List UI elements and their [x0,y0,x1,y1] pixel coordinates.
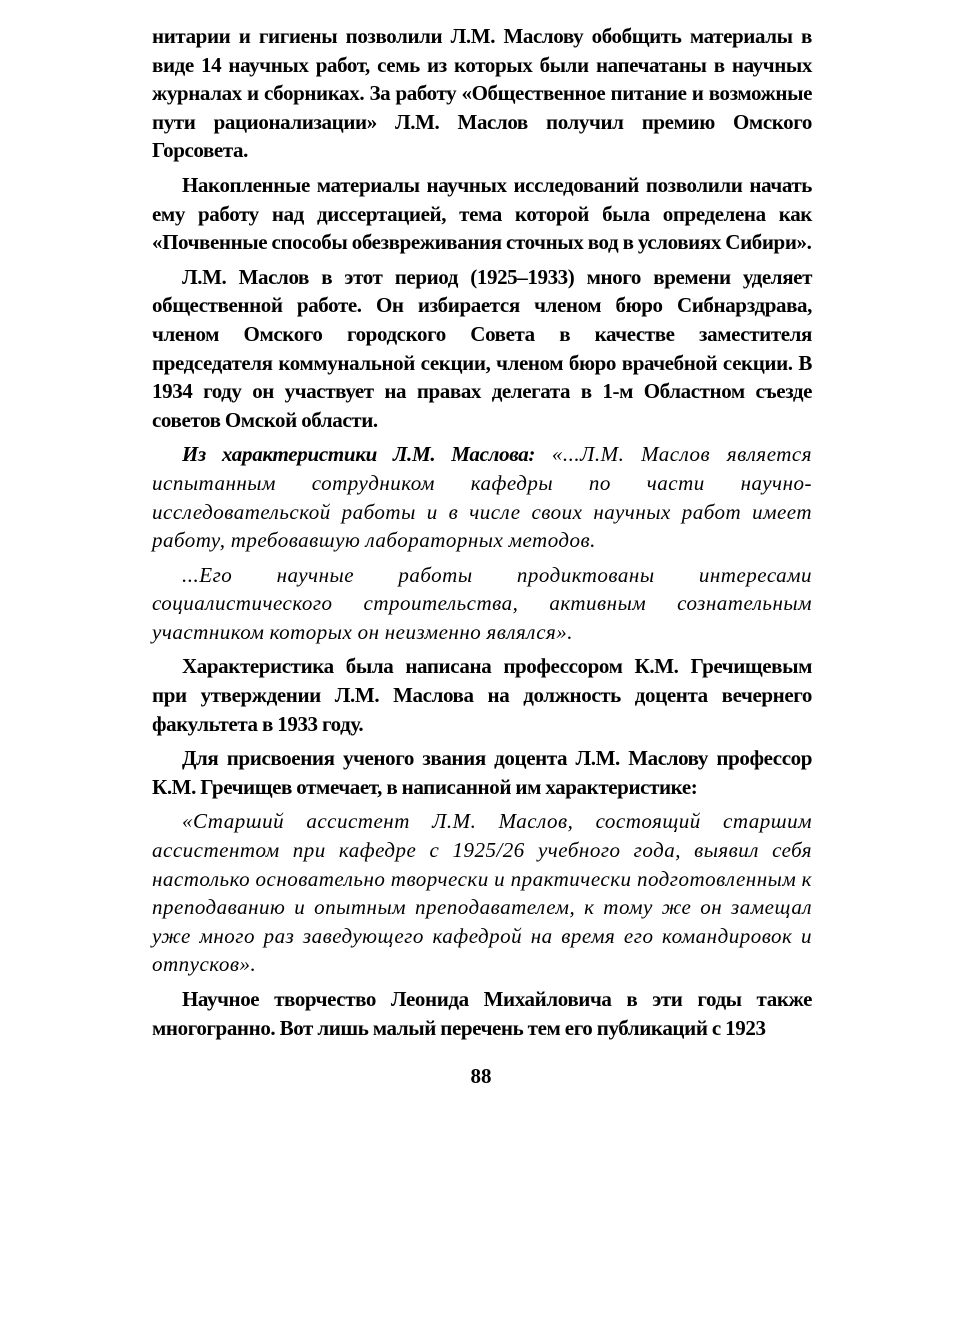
page-number: 88 [470,1064,492,1088]
second-quote: «Старший ассистент Л.М. Маслов, состоящий старшим ассистентом при кафедре с 1925/26 учебного года, выявил себя настолько основательно творчески и практически подготовленным к преподаванию и опытным преподавателем, к тому же он замещал уже много раз заведующего кафедрой на время его командировок и отпусков». [152,809,812,977]
paragraph-1: нитарии и гигиены позволили Л.М. Маслову обобщить материалы в виде 14 научных работ, семь из которых были напечатаны в научных журналах и сборниках. За работу «Общественное питание и возможные пути рационализации» Л.М. Маслов получил премию Омского Горсовета. [152,24,812,163]
paragraph-closing: Научное творчество Леонида Михайловича в эти годы также многогранно. Вот лишь малый перечень тем его публикаций с 1923 [152,987,812,1040]
page-text [152,22,812,1048]
paragraph-2: Накопленные материалы научных исследований позволили начать ему работу над диссертацией, тема которой была определена как «Почвенные способы обезвреживания сточных вод в условиях Сибири». [152,172,812,255]
paragraph-title-award: Для присвоения ученого звания доцента Л.М. Маслову профессор К.М. Гречищев отмечает, в написанной им характеристике: [152,746,812,799]
characteristic-quote [152,440,812,554]
paragraph-author: Характеристика была написана профессором К.М. Гречищевым при утверждении Л.М. Маслова на должность доцента вечернего факультета в 1933 году. [152,654,812,736]
characteristic-lead: Из характеристики Л.М. Маслова: [182,442,536,467]
characteristic-continuation: ...Его научные работы продиктованы интересами социалистического строительства, активным сознательным участником которых он неизменно являлся». [152,562,812,644]
characteristic-quote-text: «...Л.М. Маслов является испытанным сотрудником кафедры по части научно-исследовательской работы и в числе своих научных работ имеет работу, требовавшую лабораторных методов. [152,442,812,553]
paragraph-3: Л.М. Маслов в этот период (1925–1933) много времени уделяет общественной работе. Он избирается членом бюро Сибнарздрава, членом Омского городского Совета в качестве заместителя председателя коммунальной секции, членом бюро врачебной секции. В 1934 году он участвует на правах делегата в 1-м Областном съезде советов Омской области. [152,264,812,432]
